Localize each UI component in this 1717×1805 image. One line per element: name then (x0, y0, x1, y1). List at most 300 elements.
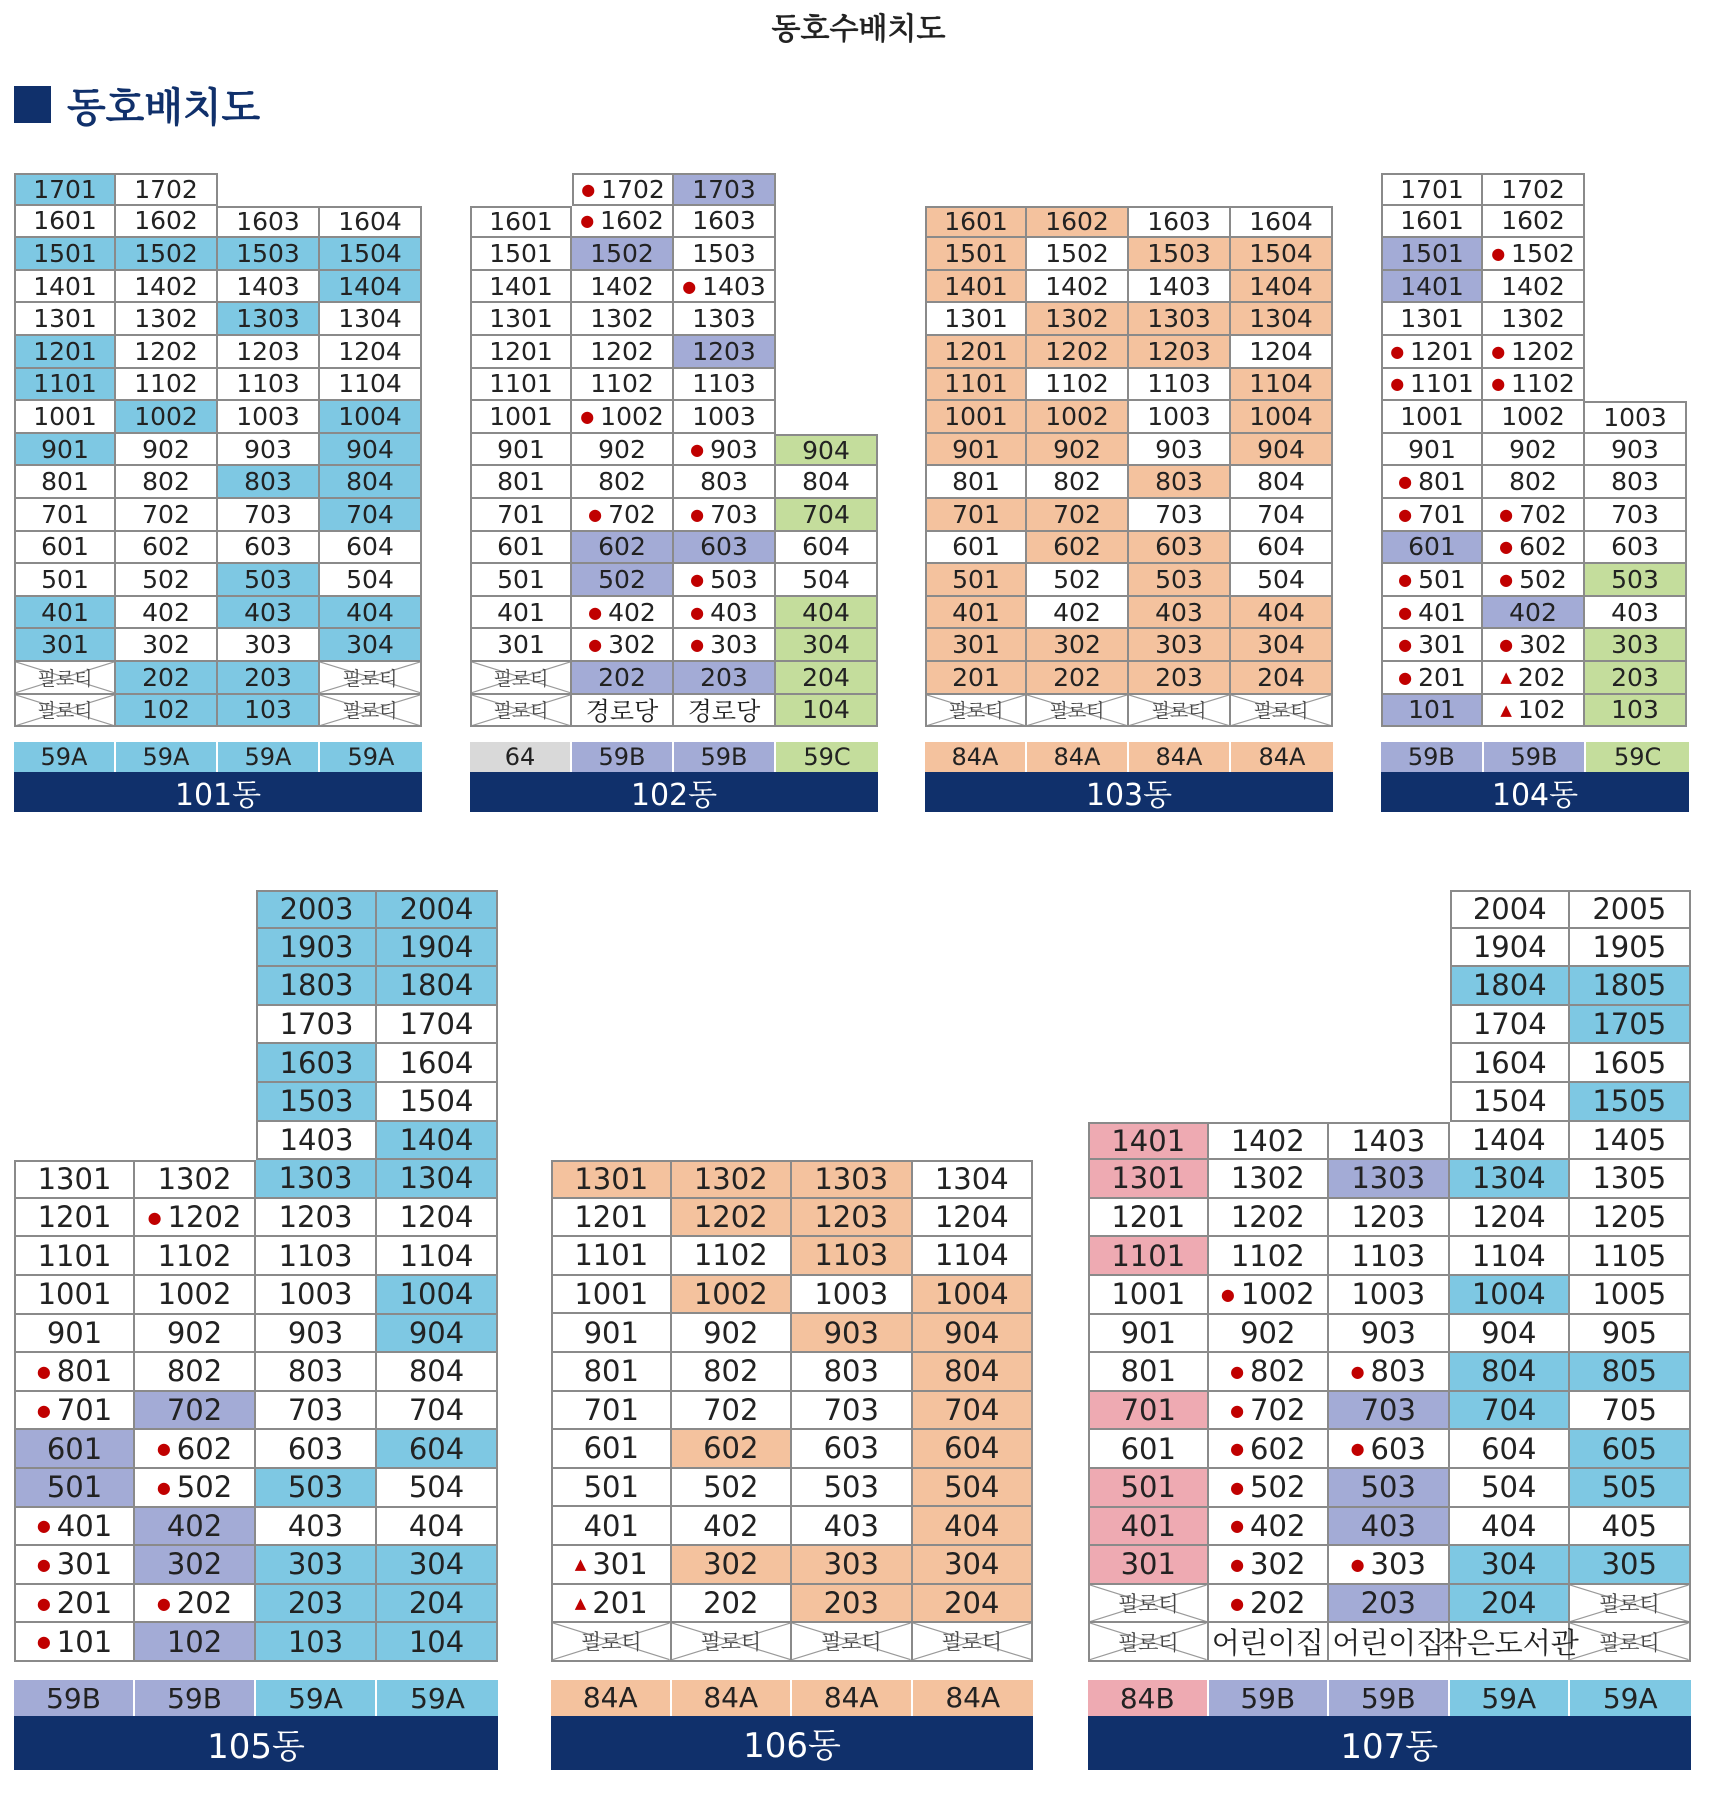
unit-number: 403 (1360, 1508, 1416, 1543)
pilotis-cell (14, 662, 116, 695)
unit-cell (1450, 890, 1571, 929)
unit-cell (1209, 1623, 1330, 1662)
unit-cell (470, 466, 572, 499)
unit-cell (116, 695, 218, 728)
unit-number: 903 (823, 1315, 879, 1350)
unit-cell (1570, 929, 1691, 968)
unit-number: 501 (583, 1470, 639, 1505)
unit-number: 403 (1611, 597, 1659, 627)
unit-cell (116, 597, 218, 630)
unit-number: 1401 (1111, 1123, 1186, 1158)
building-name-bar: 101동 (14, 772, 422, 812)
unit-cell (1483, 303, 1585, 336)
unit-cell (672, 1469, 793, 1508)
unit-number: 1704 (1472, 1007, 1547, 1042)
unit-cell (672, 1353, 793, 1392)
unit-number: 1805 (1592, 968, 1667, 1003)
unit-number: 302 (166, 1547, 223, 1582)
unit-cell (792, 1314, 913, 1353)
red-dot-icon: ● (36, 1632, 51, 1652)
unit-number: 703 (244, 499, 292, 529)
unit-cell (320, 564, 422, 597)
unit-cell (135, 1199, 256, 1238)
unit-cell (135, 1353, 256, 1392)
unit-cell (674, 238, 776, 271)
unit-number: 1103 (814, 1238, 889, 1273)
unit-number: 1804 (399, 968, 474, 1003)
red-dot-icon: ● (588, 504, 603, 524)
unit-number: 1001 (1111, 1277, 1186, 1312)
unit-cell (1381, 303, 1483, 336)
unit-number: 301 (1418, 630, 1466, 660)
unit-number: 203 (1360, 1586, 1416, 1621)
unit-cell (925, 597, 1027, 630)
unit-cell (218, 434, 320, 467)
unit-cell (672, 1199, 793, 1238)
unit-number: 1401 (1400, 271, 1464, 301)
unit-number: 1202 (1511, 336, 1575, 366)
unit-cell (1129, 401, 1231, 434)
unit-cell (1450, 929, 1571, 968)
red-dot-icon: ● (588, 602, 603, 622)
unit-number: 901 (1408, 434, 1456, 464)
unit-cell (116, 564, 218, 597)
unit-number: 801 (56, 1354, 113, 1389)
unit-number: 904 (1257, 434, 1305, 464)
unit-number: 1403 (236, 271, 300, 301)
unit-number: 201 (952, 662, 1000, 692)
unit-number: 502 (703, 1470, 759, 1505)
unit-number: 103 (244, 695, 292, 725)
unit-cell (116, 173, 218, 206)
unit-cell (1381, 597, 1483, 630)
unit-cell (1381, 695, 1483, 728)
unit-number: 903 (287, 1315, 344, 1350)
unit-number: 1603 (692, 206, 756, 236)
unit-cell (1088, 1160, 1209, 1199)
unit-cell (913, 1160, 1034, 1199)
unit-cell (14, 564, 116, 597)
unit-cell (572, 369, 674, 402)
unit-number: 501 (41, 564, 89, 594)
unit-cell (1450, 967, 1571, 1006)
unit-cell (572, 434, 674, 467)
unit-number: 602 (1250, 1431, 1306, 1466)
unit-number: 1401 (944, 271, 1008, 301)
unit-number: 1304 (934, 1162, 1009, 1197)
unit-number: 1202 (1045, 336, 1109, 366)
unit-cell (256, 1122, 377, 1161)
pilotis-cell (1129, 695, 1231, 728)
unit-cell (377, 1199, 498, 1238)
unit-cell (1450, 1083, 1571, 1122)
unit-number: 504 (802, 564, 850, 594)
unit-number: 1501 (1400, 238, 1464, 268)
unit-cell (792, 1353, 913, 1392)
unit-cell (1381, 336, 1483, 369)
unit-number: 1104 (338, 369, 402, 399)
unit-cell (320, 238, 422, 271)
unit-number: 1403 (279, 1122, 354, 1157)
unit-number: 1302 (590, 304, 654, 334)
unit-number: 403 (710, 597, 758, 627)
unit-number: 703 (1360, 1393, 1416, 1428)
unit-cell (1329, 1623, 1450, 1662)
unit-number: 1101 (33, 369, 97, 399)
unit-number: 601 (41, 532, 89, 562)
pilotis-cell (925, 695, 1027, 728)
building-name-bar: 107동 (1088, 1716, 1691, 1770)
unit-cell (1231, 597, 1333, 630)
unit-number: 필로티 (1253, 700, 1309, 723)
unit-cell (913, 1469, 1034, 1508)
unit-cell (1570, 1044, 1691, 1083)
red-dot-icon: ● (156, 1593, 171, 1613)
unit-number: 1001 (489, 401, 553, 431)
unit-number: 604 (1481, 1431, 1537, 1466)
unit-number: 1001 (944, 401, 1008, 431)
unit-cell (14, 271, 116, 304)
unit-cell (572, 466, 674, 499)
unit-number: 102 (142, 695, 190, 725)
unit-cell (1088, 1392, 1209, 1431)
unit-cell (116, 238, 218, 271)
unit-cell (377, 1585, 498, 1624)
unit-cell (256, 1546, 377, 1585)
unit-cell (218, 532, 320, 565)
unit-number: 304 (1481, 1547, 1537, 1582)
unit-cell (1129, 303, 1231, 336)
unit-cell (1570, 1160, 1691, 1199)
red-dot-icon: ● (580, 406, 595, 426)
unit-number: 1102 (590, 369, 654, 399)
unit-number: 202 (1517, 662, 1566, 692)
unit-type-label: 59B (1484, 742, 1587, 772)
unit-cell (377, 929, 498, 968)
unit-number: 어린이집 (1332, 1626, 1445, 1661)
unit-number: 1401 (33, 271, 97, 301)
unit-number: 703 (823, 1392, 879, 1427)
unit-cell (792, 1585, 913, 1624)
unit-cell (470, 303, 572, 336)
unit-cell (1450, 1276, 1571, 1315)
unit-number: 803 (1155, 467, 1203, 497)
unit-cell (218, 401, 320, 434)
unit-cell (470, 597, 572, 630)
unit-cell (1209, 1546, 1330, 1585)
unit-number: 304 (802, 630, 850, 660)
unit-cell (256, 967, 377, 1006)
unit-cell (1088, 1315, 1209, 1354)
unit-type-label: 59B (674, 742, 776, 772)
unit-number: 703 (1155, 499, 1203, 529)
unit-number: 902 (166, 1315, 223, 1350)
unit-cell (1450, 1160, 1571, 1199)
unit-number: 1103 (236, 369, 300, 399)
unit-number: 503 (1155, 564, 1203, 594)
building-104 (1381, 173, 1687, 814)
unit-number: 1001 (37, 1277, 112, 1312)
unit-cell (1329, 1353, 1450, 1392)
unit-number: 804 (1257, 467, 1305, 497)
unit-cell (1585, 564, 1687, 597)
unit-cell (377, 890, 498, 929)
unit-number: 504 (1257, 564, 1305, 594)
unit-number: 402 (1250, 1508, 1306, 1543)
unit-cell (116, 303, 218, 336)
unit-cell (14, 1160, 135, 1199)
unit-cell (1381, 629, 1483, 662)
unit-cell (1483, 434, 1585, 467)
unit-cell (1129, 434, 1231, 467)
unit-number: 402 (1509, 597, 1557, 627)
unit-cell (551, 1392, 672, 1431)
red-triangle-icon: ▲ (574, 1593, 587, 1612)
unit-cell (14, 1276, 135, 1315)
unit-type-label: 59C (776, 742, 878, 772)
red-dot-icon: ● (1398, 569, 1413, 589)
unit-cell (377, 1623, 498, 1662)
unit-cell (377, 1546, 498, 1585)
unit-cell (377, 1160, 498, 1199)
unit-number: 2005 (1592, 892, 1667, 927)
unit-cell (1129, 629, 1231, 662)
unit-number: 702 (1053, 499, 1101, 529)
unit-type-label: 84A (1231, 742, 1333, 772)
unit-cell (776, 597, 878, 630)
unit-cell (1329, 1585, 1450, 1624)
unit-number: 802 (1509, 467, 1557, 497)
unit-cell (1585, 532, 1687, 565)
unit-cell (256, 1237, 377, 1276)
unit-number: 1202 (134, 336, 198, 366)
unit-number: 1604 (399, 1045, 474, 1080)
unit-number: 704 (1257, 499, 1305, 529)
unit-cell (1209, 1585, 1330, 1624)
unit-cell (1209, 1353, 1330, 1392)
unit-number: 1003 (236, 401, 300, 431)
red-dot-icon: ● (580, 211, 595, 231)
unit-number: 1304 (1249, 304, 1313, 334)
unit-cell (792, 1430, 913, 1469)
unit-number: 1501 (944, 238, 1008, 268)
unit-cell (470, 434, 572, 467)
unit-number: 1302 (134, 304, 198, 334)
unit-cell (135, 1623, 256, 1662)
unit-cell (1129, 662, 1231, 695)
unit-number: 1701 (1400, 174, 1464, 204)
unit-number: 1101 (574, 1238, 649, 1273)
unit-number: 204 (408, 1586, 465, 1621)
unit-cell (572, 499, 674, 532)
unit-cell (377, 1122, 498, 1161)
unit-cell (1027, 336, 1129, 369)
unit-number: 1003 (1147, 401, 1211, 431)
unit-cell (1483, 173, 1585, 206)
unit-number: 1101 (1410, 369, 1474, 399)
unit-cell (14, 1585, 135, 1624)
unit-cell (1483, 499, 1585, 532)
unit-cell (674, 662, 776, 695)
unit-number: 601 (1408, 532, 1456, 562)
unit-number: 402 (166, 1508, 223, 1543)
unit-cell (14, 336, 116, 369)
unit-cell (1450, 1508, 1571, 1547)
unit-number: 101 (56, 1624, 113, 1659)
unit-cell (218, 499, 320, 532)
building-name-bar: 103동 (925, 772, 1333, 812)
unit-cell (256, 1430, 377, 1469)
unit-cell (1381, 466, 1483, 499)
unit-number: 1605 (1592, 1045, 1667, 1080)
unit-number: 1501 (33, 238, 97, 268)
unit-number: 802 (166, 1354, 223, 1389)
unit-number: 101 (1408, 695, 1456, 725)
unit-cell (14, 173, 116, 206)
unit-number: 1602 (1501, 206, 1565, 236)
unit-cell (135, 1546, 256, 1585)
unit-number: 1304 (399, 1161, 474, 1196)
unit-number: 202 (1053, 662, 1101, 692)
unit-cell (776, 499, 878, 532)
unit-number: 902 (1509, 434, 1557, 464)
unit-number: 502 (142, 564, 190, 594)
unit-number: 1303 (1351, 1161, 1426, 1196)
building-name-bar: 106동 (551, 1716, 1033, 1770)
unit-cell (572, 173, 674, 206)
unit-number: 502 (598, 564, 646, 594)
unit-number: 1402 (1230, 1123, 1305, 1158)
unit-number: 1202 (167, 1200, 242, 1235)
unit-cell (1329, 1392, 1450, 1431)
unit-number: 경로당 (687, 696, 761, 726)
unit-number: 805 (1601, 1354, 1657, 1389)
pilotis-cell (1088, 1585, 1209, 1624)
unit-number: 1003 (814, 1277, 889, 1312)
unit-number: 601 (1120, 1431, 1176, 1466)
unit-cell (1483, 532, 1585, 565)
unit-cell (1027, 466, 1129, 499)
unit-number: 501 (1120, 1470, 1176, 1505)
unit-cell (674, 629, 776, 662)
unit-number: 401 (583, 1508, 639, 1543)
unit-cell (256, 890, 377, 929)
unit-cell (377, 1353, 498, 1392)
unit-number: 1602 (1045, 207, 1109, 237)
unit-cell (1027, 401, 1129, 434)
unit-number: 603 (244, 532, 292, 562)
unit-number: 801 (41, 467, 89, 497)
unit-number: 1904 (1472, 929, 1547, 964)
unit-cell (218, 564, 320, 597)
unit-cell (1450, 1315, 1571, 1354)
unit-cell (470, 369, 572, 402)
unit-number: 802 (703, 1354, 759, 1389)
unit-number: 302 (1250, 1547, 1306, 1582)
unit-number: 602 (1053, 532, 1101, 562)
unit-number: 901 (583, 1315, 639, 1350)
unit-cell (256, 1508, 377, 1547)
unit-number: 601 (46, 1431, 103, 1466)
unit-cell (551, 1353, 672, 1392)
unit-cell (551, 1546, 672, 1585)
unit-cell (1329, 1546, 1450, 1585)
unit-cell (1585, 499, 1687, 532)
unit-cell (1231, 303, 1333, 336)
red-dot-icon: ● (36, 1361, 51, 1381)
unit-type-label: 59A (1570, 1680, 1691, 1716)
unit-cell (1381, 271, 1483, 304)
unit-number: 1203 (236, 336, 300, 366)
unit-cell (1027, 597, 1129, 630)
unit-number: 1504 (399, 1084, 474, 1119)
unit-number: 204 (802, 662, 850, 692)
unit-cell (1329, 1199, 1450, 1238)
red-dot-icon: ● (1491, 243, 1506, 263)
unit-number: 704 (408, 1393, 465, 1428)
unit-cell (776, 564, 878, 597)
unit-cell (1483, 662, 1585, 695)
unit-cell (1209, 1122, 1330, 1161)
unit-cell (551, 1469, 672, 1508)
unit-number: 작은도서관 (1438, 1626, 1579, 1661)
unit-cell (672, 1276, 793, 1315)
unit-number: 502 (1053, 564, 1101, 594)
unit-cell (1088, 1508, 1209, 1547)
unit-cell (913, 1392, 1034, 1431)
unit-number: 1102 (693, 1238, 768, 1273)
unit-number: 604 (408, 1431, 465, 1466)
building-105 (14, 890, 498, 1767)
unit-number: 1404 (399, 1122, 474, 1157)
red-dot-icon: ● (1230, 1477, 1245, 1497)
unit-number: 503 (823, 1470, 879, 1505)
unit-number: 903 (1611, 434, 1659, 464)
unit-cell (572, 401, 674, 434)
unit-cell (1088, 1546, 1209, 1585)
unit-number: 801 (1120, 1354, 1176, 1389)
unit-cell (377, 1508, 498, 1547)
unit-number: 1002 (134, 401, 198, 431)
unit-number: 302 (142, 630, 190, 660)
unit-number: 504 (408, 1470, 465, 1505)
unit-cell (135, 1392, 256, 1431)
unit-number: 601 (583, 1431, 639, 1466)
unit-type-label: 59A (320, 742, 422, 772)
unit-cell (1027, 662, 1129, 695)
unit-cell (320, 532, 422, 565)
unit-number: 1602 (134, 206, 198, 236)
unit-number: 1502 (1511, 238, 1575, 268)
unit-number: 1003 (1603, 402, 1667, 432)
unit-cell (913, 1199, 1034, 1238)
unit-cell (470, 401, 572, 434)
unit-number: 704 (346, 499, 394, 529)
unit-cell (1231, 434, 1333, 467)
unit-number: 404 (1257, 597, 1305, 627)
unit-type-label: 59A (218, 742, 320, 772)
unit-type-label: 59A (116, 742, 218, 772)
unit-number: 701 (952, 499, 1000, 529)
unit-number: 1404 (1249, 271, 1313, 301)
unit-cell (14, 466, 116, 499)
unit-number: 804 (408, 1354, 465, 1389)
unit-number: 1204 (1471, 1200, 1546, 1235)
unit-cell (1483, 695, 1585, 728)
red-dot-icon: ● (1220, 1284, 1235, 1304)
unit-cell (672, 1314, 793, 1353)
unit-number: 1503 (1147, 238, 1211, 268)
